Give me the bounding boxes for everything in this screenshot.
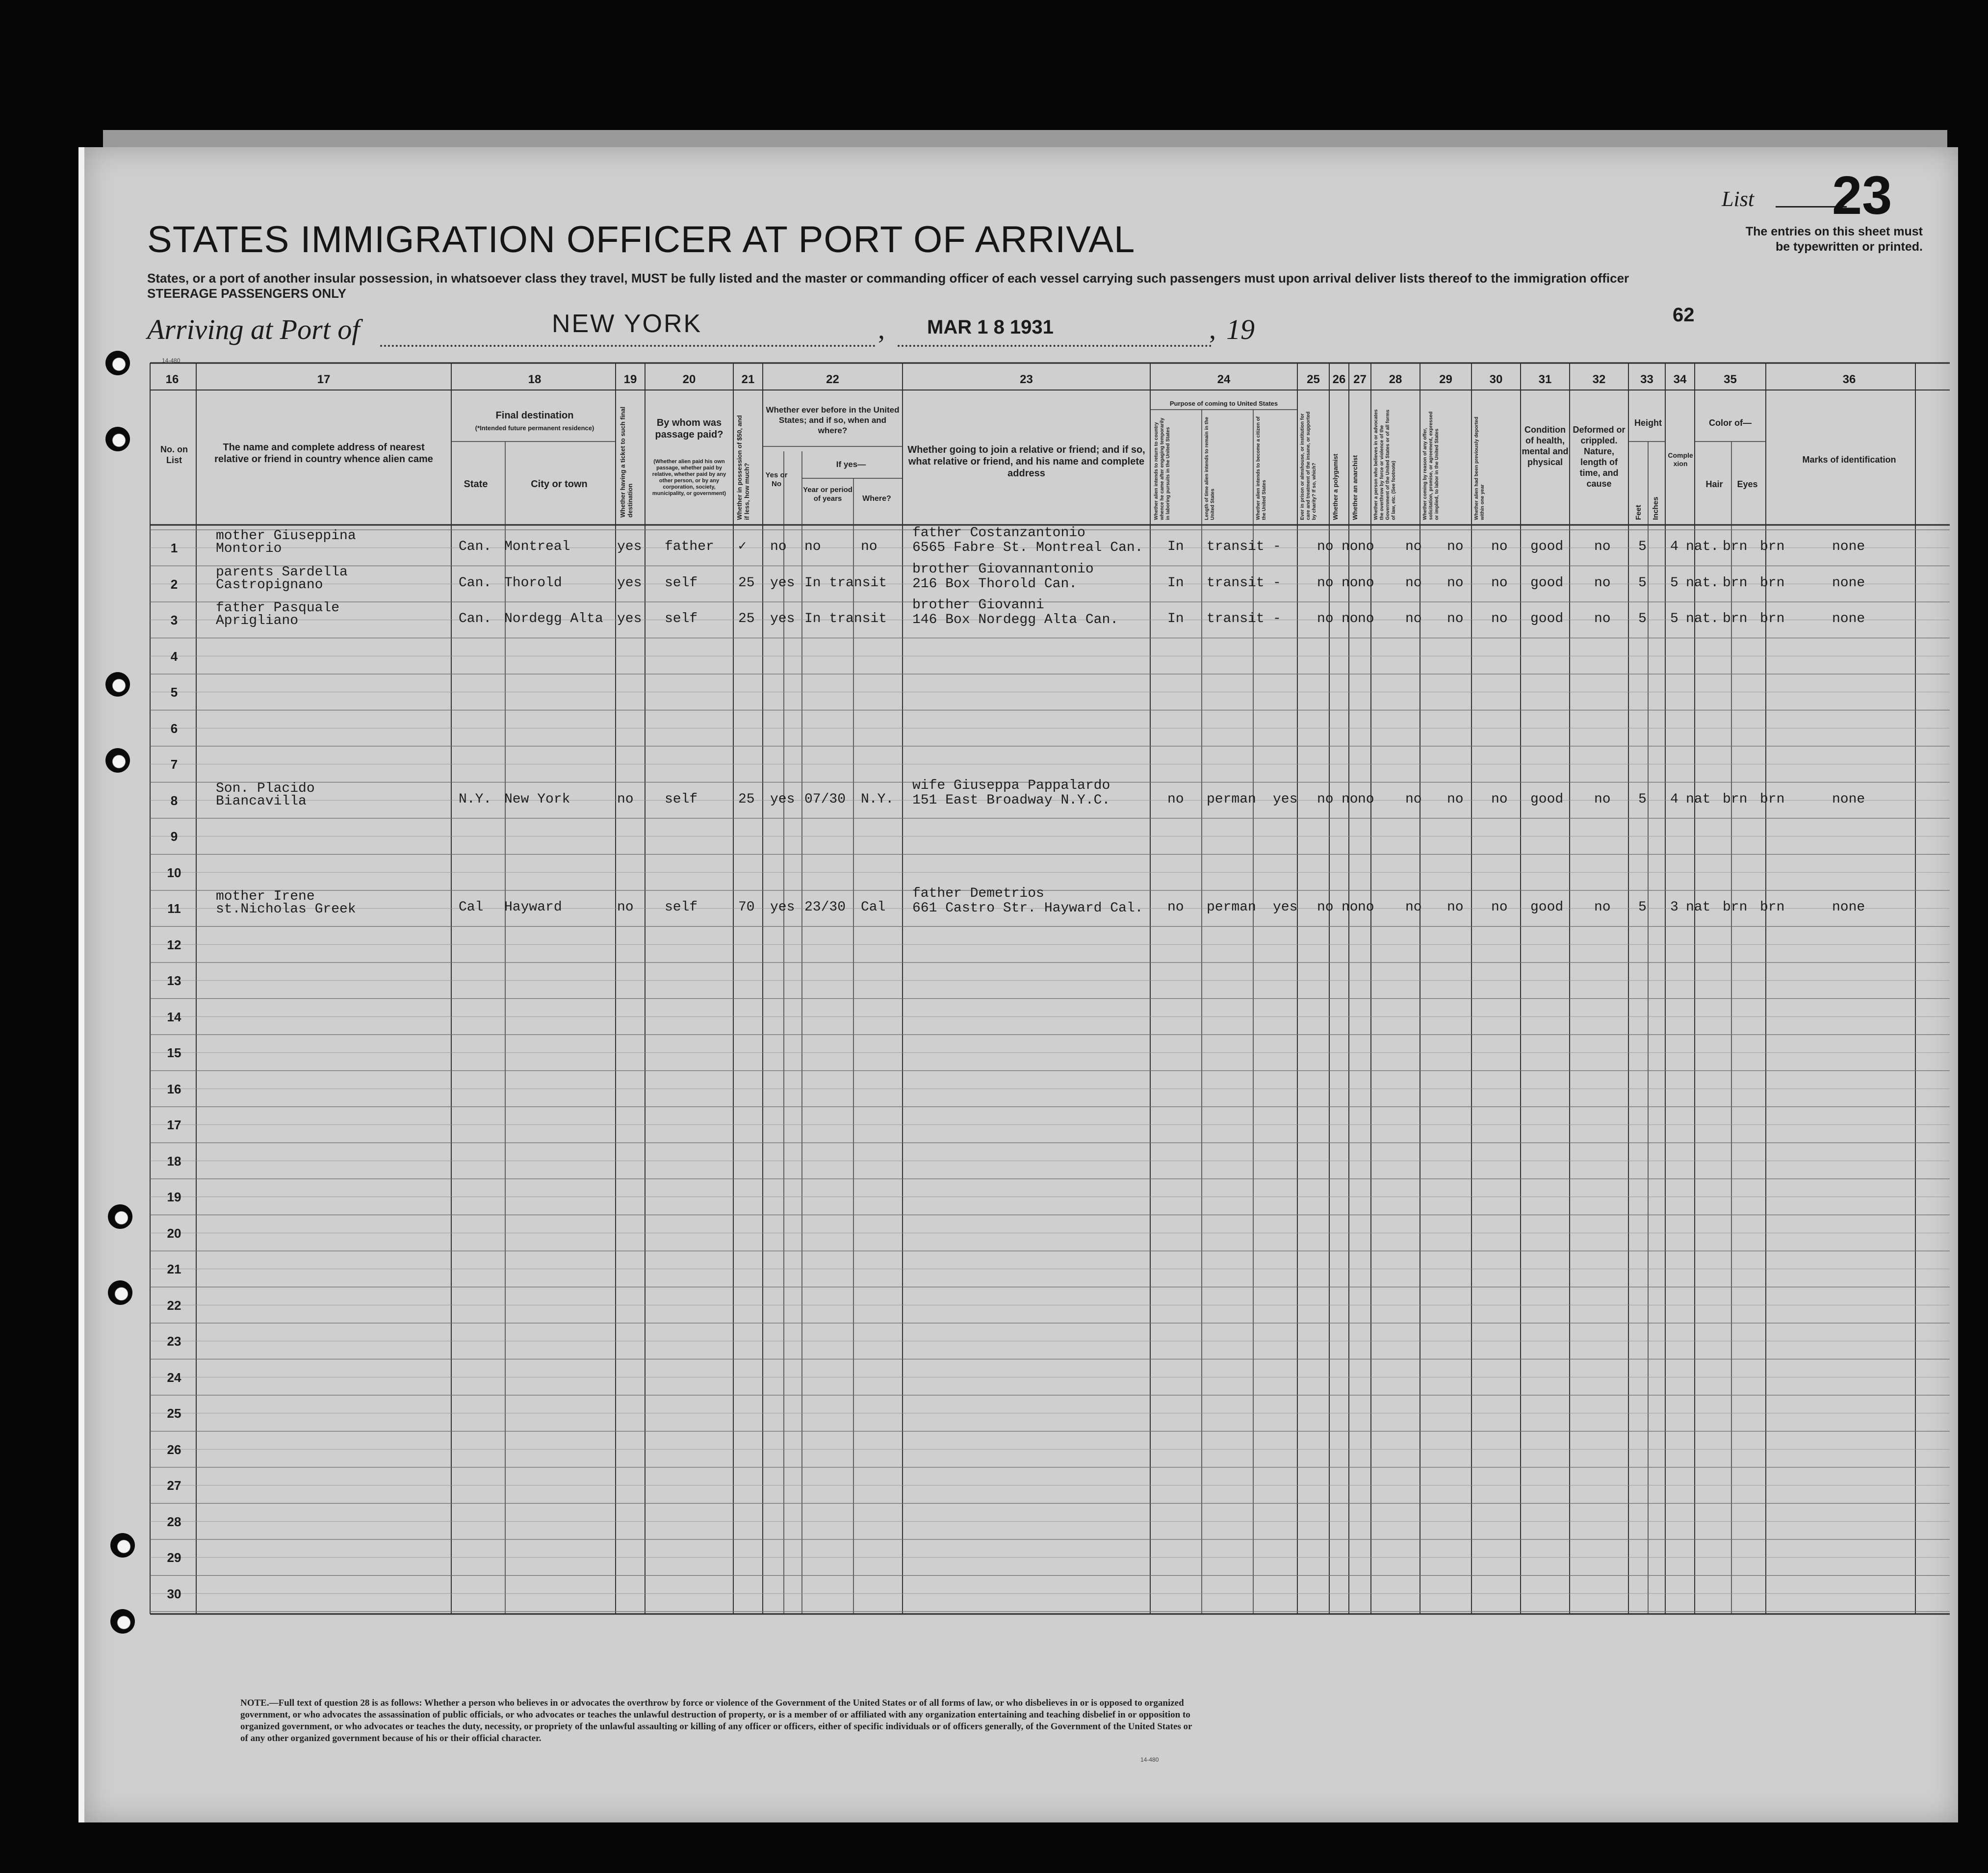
complexion-cell: nat xyxy=(1686,900,1711,915)
year-prefix: 19 xyxy=(1226,313,1255,345)
arriving-label: Arriving at Port of xyxy=(147,313,360,345)
paid-by-cell: self xyxy=(665,575,698,591)
years-cell: In transit xyxy=(804,611,887,626)
header-eyes: Eyes xyxy=(1737,479,1758,489)
feet-cell: 5 xyxy=(1638,539,1647,554)
return-cell: no xyxy=(1167,900,1184,915)
year-digits: 62 xyxy=(1673,304,1695,326)
state-cell: Can. xyxy=(459,539,492,554)
marks-cell: none xyxy=(1832,611,1865,626)
where-cell: N.Y. xyxy=(861,791,894,807)
feet-cell: 5 xyxy=(1638,900,1647,915)
header-purpose: Purpose of coming to United States xyxy=(1169,400,1278,407)
column-number: 29 xyxy=(1439,373,1452,386)
arrival-date-stamp: MAR 1 8 1931 xyxy=(927,316,1054,338)
form-subtitle: States, or a port of another insular possession, in whatsoever class they travel, MUST be fully listed and the master or commanding officer of each vessel carrying such passengers must upon arrival deliver lists thereof to the immigration officer xyxy=(147,271,1629,286)
feet-cell: 5 xyxy=(1638,611,1647,626)
polygamist-cell: no xyxy=(1342,900,1358,915)
citizen-cell: - xyxy=(1273,575,1281,591)
inches-cell: 4 xyxy=(1670,791,1678,807)
join-relative-cell: brother Giovanni xyxy=(912,598,1044,613)
column-number: 21 xyxy=(741,373,755,386)
relative-place-cell: Castropignano xyxy=(216,577,323,593)
row-number: 4 xyxy=(170,649,178,664)
relative-name-cell: mother Irene xyxy=(216,889,315,904)
row-number: 16 xyxy=(167,1081,181,1096)
complexion-cell: nat xyxy=(1686,791,1711,807)
row-number: 3 xyxy=(170,613,178,627)
feet-cell: 5 xyxy=(1638,791,1647,807)
inches-cell: 5 xyxy=(1670,611,1678,626)
row-number: 10 xyxy=(167,865,181,880)
eyes-cell: brn xyxy=(1760,900,1785,915)
complexion-cell: nat. xyxy=(1686,611,1719,626)
row-number: 28 xyxy=(167,1514,181,1529)
row-number: 24 xyxy=(167,1370,181,1385)
paid-by-cell: self xyxy=(665,611,698,626)
length-cell: transit xyxy=(1207,611,1265,626)
join-relative-cell: wife Giuseppa Pappalardo xyxy=(912,778,1110,793)
column-number: 32 xyxy=(1592,373,1606,386)
polygamist-cell: no xyxy=(1342,791,1358,807)
join-relative-cell: father Demetrios xyxy=(912,886,1044,901)
prison-cell: no xyxy=(1317,611,1334,626)
column-number: 31 xyxy=(1538,373,1552,386)
relative-name-cell: Son. Placido xyxy=(216,780,315,796)
header-city: City or town xyxy=(531,479,588,490)
money-cell: ✓ xyxy=(738,539,747,554)
typed-note-line: be typewritten or printed. xyxy=(1775,240,1923,254)
before-cell: yes xyxy=(770,611,795,626)
row-number: 20 xyxy=(167,1225,181,1241)
ticket-cell: no xyxy=(617,791,634,807)
row-number: 23 xyxy=(167,1334,181,1349)
money-cell: 25 xyxy=(738,611,755,626)
citizen-cell: yes xyxy=(1273,900,1298,915)
form-code: 14-480 xyxy=(1140,1756,1159,1763)
header-if-yes: If yes— xyxy=(836,460,866,469)
eyes-cell: brn xyxy=(1760,575,1785,591)
citizen-cell: - xyxy=(1273,611,1281,626)
header-ticket: Whether having a ticket to such final destination xyxy=(619,406,634,518)
row-number: 18 xyxy=(167,1153,181,1169)
header-where: Where? xyxy=(862,494,891,503)
header-citizen: Whether alien intends to become a citizen of the United States xyxy=(1256,416,1267,520)
q29-cell: no xyxy=(1447,611,1464,626)
row-number: 30 xyxy=(167,1586,181,1601)
row-number: 19 xyxy=(167,1190,181,1204)
comma: , xyxy=(878,314,885,345)
join-address-cell: 151 East Broadway N.Y.C. xyxy=(912,792,1110,808)
row-number: 15 xyxy=(167,1045,181,1060)
anarchist-cell: no xyxy=(1358,611,1374,626)
header-nearest-relative: The name and complete address of nearest relative or friend in country whence alien came xyxy=(214,442,433,465)
inches-cell: 5 xyxy=(1670,575,1678,591)
q28-cell: no xyxy=(1405,611,1422,626)
relative-place-cell: Montorio xyxy=(216,541,282,556)
join-address-cell: 216 Box Thorold Can. xyxy=(912,576,1078,592)
row-number: 27 xyxy=(167,1478,181,1493)
column-number: 19 xyxy=(623,373,637,386)
hair-cell: brn xyxy=(1723,611,1748,626)
relative-name-cell: mother Giuseppina xyxy=(216,528,356,544)
form-title: STATES IMMIGRATION OFFICER AT PORT OF ARRIVAL xyxy=(147,219,1136,260)
years-cell: 07/30 xyxy=(804,791,846,807)
before-cell: yes xyxy=(770,791,795,807)
city-cell: Thorold xyxy=(504,575,562,591)
state-cell: N.Y. xyxy=(459,791,492,807)
health-cell: good xyxy=(1530,611,1564,626)
eyes-cell: brn xyxy=(1760,791,1785,807)
hair-cell: brn xyxy=(1723,791,1748,807)
row-number: 7 xyxy=(170,757,178,772)
q28-cell: no xyxy=(1405,900,1422,915)
hair-cell: brn xyxy=(1723,575,1748,591)
header-no-on-list: No. on List xyxy=(160,444,188,465)
city-cell: Hayward xyxy=(504,900,562,915)
deported-cell: no xyxy=(1491,791,1508,807)
column-number: 25 xyxy=(1307,373,1320,386)
deformed-cell: no xyxy=(1594,900,1611,915)
column-number: 17 xyxy=(317,373,331,386)
row-number: 11 xyxy=(167,901,181,916)
length-cell: transit xyxy=(1207,539,1265,554)
inches-cell: 4 xyxy=(1670,539,1678,554)
health-cell: good xyxy=(1530,900,1564,915)
header-final-destination-note: (*Intended future permanent residence) xyxy=(475,424,594,432)
length-cell: perman xyxy=(1207,900,1256,915)
where-cell: no xyxy=(861,539,878,554)
deformed-cell: no xyxy=(1594,539,1611,554)
deported-cell: no xyxy=(1491,539,1508,554)
city-cell: Nordegg Alta xyxy=(504,611,603,626)
row-number: 9 xyxy=(170,829,178,844)
before-cell: yes xyxy=(770,900,795,915)
ticket-cell: yes xyxy=(617,539,642,554)
join-address-cell: 6565 Fabre St. Montreal Can. xyxy=(912,540,1143,555)
row-number: 8 xyxy=(170,793,178,808)
prison-cell: no xyxy=(1317,900,1334,915)
years-cell: no xyxy=(804,539,821,554)
list-label: List xyxy=(1722,187,1755,211)
prison-cell: no xyxy=(1317,539,1334,554)
column-number: 27 xyxy=(1353,373,1367,386)
deported-cell: no xyxy=(1491,575,1508,591)
before-cell: yes xyxy=(770,575,795,591)
money-cell: 25 xyxy=(738,791,755,807)
column-number: 30 xyxy=(1489,373,1503,386)
state-cell: Can. xyxy=(459,611,492,626)
money-cell: 70 xyxy=(738,900,755,915)
hair-cell: brn xyxy=(1723,539,1748,554)
header-state: State xyxy=(464,479,488,490)
steerage-label: STEERAGE PASSENGERS ONLY xyxy=(147,286,346,301)
q29-cell: no xyxy=(1447,900,1464,915)
q29-cell: no xyxy=(1447,539,1464,554)
ticket-cell: no xyxy=(617,900,634,915)
row-number: 21 xyxy=(167,1262,181,1276)
port-name: NEW YORK xyxy=(552,310,702,338)
header-final-destination: Final destination xyxy=(495,410,574,421)
eyes-cell: brn xyxy=(1760,539,1785,554)
row-number: 14 xyxy=(167,1009,181,1024)
paid-by-cell: self xyxy=(665,900,698,915)
city-cell: New York xyxy=(504,791,570,807)
health-cell: good xyxy=(1530,539,1564,554)
header-prison: Ever in prison or almshouse, or institution for care and treatment of the insane, or supported by charity? If so, which? xyxy=(1300,411,1317,520)
return-cell: no xyxy=(1167,791,1184,807)
relative-place-cell: Aprigliano xyxy=(216,613,299,628)
anarchist-cell: no xyxy=(1358,575,1374,591)
join-address-cell: 146 Box Nordegg Alta Can. xyxy=(912,612,1119,627)
header-health: Condition of health, mental and physical xyxy=(1522,425,1569,467)
row-number: 17 xyxy=(167,1118,181,1132)
length-cell: transit xyxy=(1207,575,1265,591)
health-cell: good xyxy=(1530,575,1564,591)
q28-cell: no xyxy=(1405,575,1422,591)
q28-cell: no xyxy=(1405,791,1422,807)
complexion-cell: nat. xyxy=(1686,575,1719,591)
citizen-cell: - xyxy=(1273,539,1281,554)
relative-place-cell: Biancavilla xyxy=(216,793,307,809)
row-number: 25 xyxy=(167,1406,181,1421)
anarchist-cell: no xyxy=(1358,791,1374,807)
citizen-cell: yes xyxy=(1273,791,1298,807)
q29-cell: no xyxy=(1447,575,1464,591)
anarchist-cell: no xyxy=(1358,539,1374,554)
ticket-cell: yes xyxy=(617,611,642,626)
row-number: 29 xyxy=(167,1550,181,1565)
header-join-relative: Whether going to join a relative or friend; and if so, what relative or friend, and his name and complete address xyxy=(907,444,1145,479)
header-inches: Inches xyxy=(1652,496,1660,520)
prison-cell: no xyxy=(1317,791,1334,807)
header-polygamist: Whether a polygamist xyxy=(1332,453,1339,520)
anarchist-cell: no xyxy=(1358,900,1374,915)
health-cell: good xyxy=(1530,791,1564,807)
paid-by-cell: self xyxy=(665,791,698,807)
deported-cell: no xyxy=(1491,611,1508,626)
paid-by-cell: father xyxy=(665,539,714,554)
row-number: 5 xyxy=(170,685,178,700)
header-question-28: Whether a person who believes in or advocates the overthrow by force or violence of the Government of the United States or of all forms of law, etc. (See footnote) xyxy=(1373,409,1396,520)
column-number: 22 xyxy=(826,373,839,386)
header-years: Year or period of years xyxy=(803,486,852,503)
header-yes-no: Yes or No xyxy=(765,471,788,488)
relative-name-cell: father Pasquale xyxy=(216,600,340,616)
marks-cell: none xyxy=(1832,539,1865,554)
row-number: 26 xyxy=(167,1442,181,1457)
header-deformed: Deformed or crippled. Nature, length of time, and cause xyxy=(1573,425,1626,489)
years-cell: 23/30 xyxy=(804,900,846,915)
row-number: 1 xyxy=(170,541,178,555)
inches-cell: 3 xyxy=(1670,900,1678,915)
column-number: 26 xyxy=(1332,373,1346,386)
header-height: Height xyxy=(1634,418,1662,428)
polygamist-cell: no xyxy=(1342,539,1358,554)
state-cell: Can. xyxy=(459,575,492,591)
relative-name-cell: parents Sardella xyxy=(216,564,348,580)
join-relative-cell: father Costanzantonio xyxy=(912,525,1085,541)
money-cell: 25 xyxy=(738,575,755,591)
deformed-cell: no xyxy=(1594,611,1611,626)
join-address-cell: 661 Castro Str. Hayward Cal. xyxy=(912,901,1143,916)
feet-cell: 5 xyxy=(1638,575,1647,591)
list-number: 23 xyxy=(1832,165,1892,226)
marks-cell: none xyxy=(1832,575,1865,591)
row-number: 13 xyxy=(167,973,181,988)
return-cell: In xyxy=(1167,539,1184,554)
header-paid-by-note: (Whether alien paid his own passage, whether paid by relative, whether paid by any other person, or by any corporation, society, municipality, or government) xyxy=(652,459,726,496)
form-code: 14-480 xyxy=(162,357,181,364)
state-cell: Cal xyxy=(459,900,484,915)
header-anarchist: Whether an anarchist xyxy=(1351,455,1359,520)
deformed-cell: no xyxy=(1594,575,1611,591)
header-deported: Whether alien had been previously deported within one year xyxy=(1474,416,1485,520)
comma: , xyxy=(1209,314,1216,345)
eyes-cell: brn xyxy=(1760,611,1785,626)
column-number: 20 xyxy=(682,373,696,386)
question-28-footnote: NOTE.—Full text of question 28 is as follows: Whether a person who believes in or advocates the overthrow by force or violence of the Government of the United States or of all forms of law, or who disbelieves in or is opposed to organized government, or who advocates the assassination of public officials, or who advocates or teaches the unlawful destruction of property, or is a member of or affiliated with any organization entertaining and teaching disbelief in or opposition to organized government, or who advocates or teaches the duty, necessity, or propriety of the unlawful assaulting or killing of any officer or officers, either of specific individuals or of officers generally, of the Government of the United States or of any other organized government because of his or their official character. xyxy=(240,1698,1192,1743)
polygamist-cell: no xyxy=(1342,575,1358,591)
polygamist-cell: no xyxy=(1342,611,1358,626)
length-cell: perman xyxy=(1207,791,1256,807)
return-cell: In xyxy=(1167,575,1184,591)
row-number: 22 xyxy=(167,1298,181,1313)
q28-cell: no xyxy=(1405,539,1422,554)
column-number: 24 xyxy=(1217,373,1231,386)
header-length-of-stay: Length of time alien intends to remain in the United States xyxy=(1204,416,1215,520)
header-question-29: Whether coming by reason of any offer, solicitation, promise, or agreement, expressed or implied, to labor in the United States xyxy=(1422,411,1440,520)
column-number: 33 xyxy=(1640,373,1653,386)
header-hair: Hair xyxy=(1705,479,1723,489)
city-cell: Montreal xyxy=(504,539,570,554)
deported-cell: no xyxy=(1491,900,1508,915)
header-feet: Feet xyxy=(1634,505,1643,520)
column-number: 18 xyxy=(528,373,542,386)
header-intends-return: Whether alien intends to return to country whence he came after engaging temporarily in laboring pursuits in the United States xyxy=(1154,417,1171,520)
hair-cell: brn xyxy=(1723,900,1748,915)
header-paid-by: By whom was passage paid? xyxy=(655,417,723,440)
column-number: 16 xyxy=(165,373,179,386)
where-cell: Cal xyxy=(861,900,886,915)
marks-cell: none xyxy=(1832,791,1865,807)
return-cell: In xyxy=(1167,611,1184,626)
deformed-cell: no xyxy=(1594,791,1611,807)
header-complexion: Complexion xyxy=(1668,451,1693,468)
join-relative-cell: brother Giovannantonio xyxy=(912,561,1094,577)
header-before-in-us: Whether ever before in the United States; and if so, when and where? xyxy=(766,405,900,435)
column-number: 23 xyxy=(1020,373,1033,386)
typed-note-line: The entries on this sheet must xyxy=(1745,225,1923,238)
relative-place-cell: st.Nicholas Greek xyxy=(216,902,356,917)
header-color-of: Color of— xyxy=(1709,418,1752,428)
column-number: 36 xyxy=(1842,373,1856,386)
column-number: 34 xyxy=(1673,373,1687,386)
complexion-cell: nat. xyxy=(1686,539,1719,554)
row-number: 12 xyxy=(167,937,181,952)
q29-cell: no xyxy=(1447,791,1464,807)
row-number: 6 xyxy=(170,721,178,736)
years-cell: In transit xyxy=(804,575,887,591)
marks-cell: none xyxy=(1832,900,1865,915)
column-number: 28 xyxy=(1389,373,1402,386)
row-number: 2 xyxy=(170,576,178,592)
prison-cell: no xyxy=(1317,575,1334,591)
header-money: Whether in possession of $50, and if less, how much? xyxy=(736,415,750,520)
before-cell: no xyxy=(770,539,787,554)
ticket-cell: yes xyxy=(617,575,642,591)
header-marks: Marks of identification xyxy=(1802,455,1896,465)
column-number: 35 xyxy=(1724,373,1737,386)
